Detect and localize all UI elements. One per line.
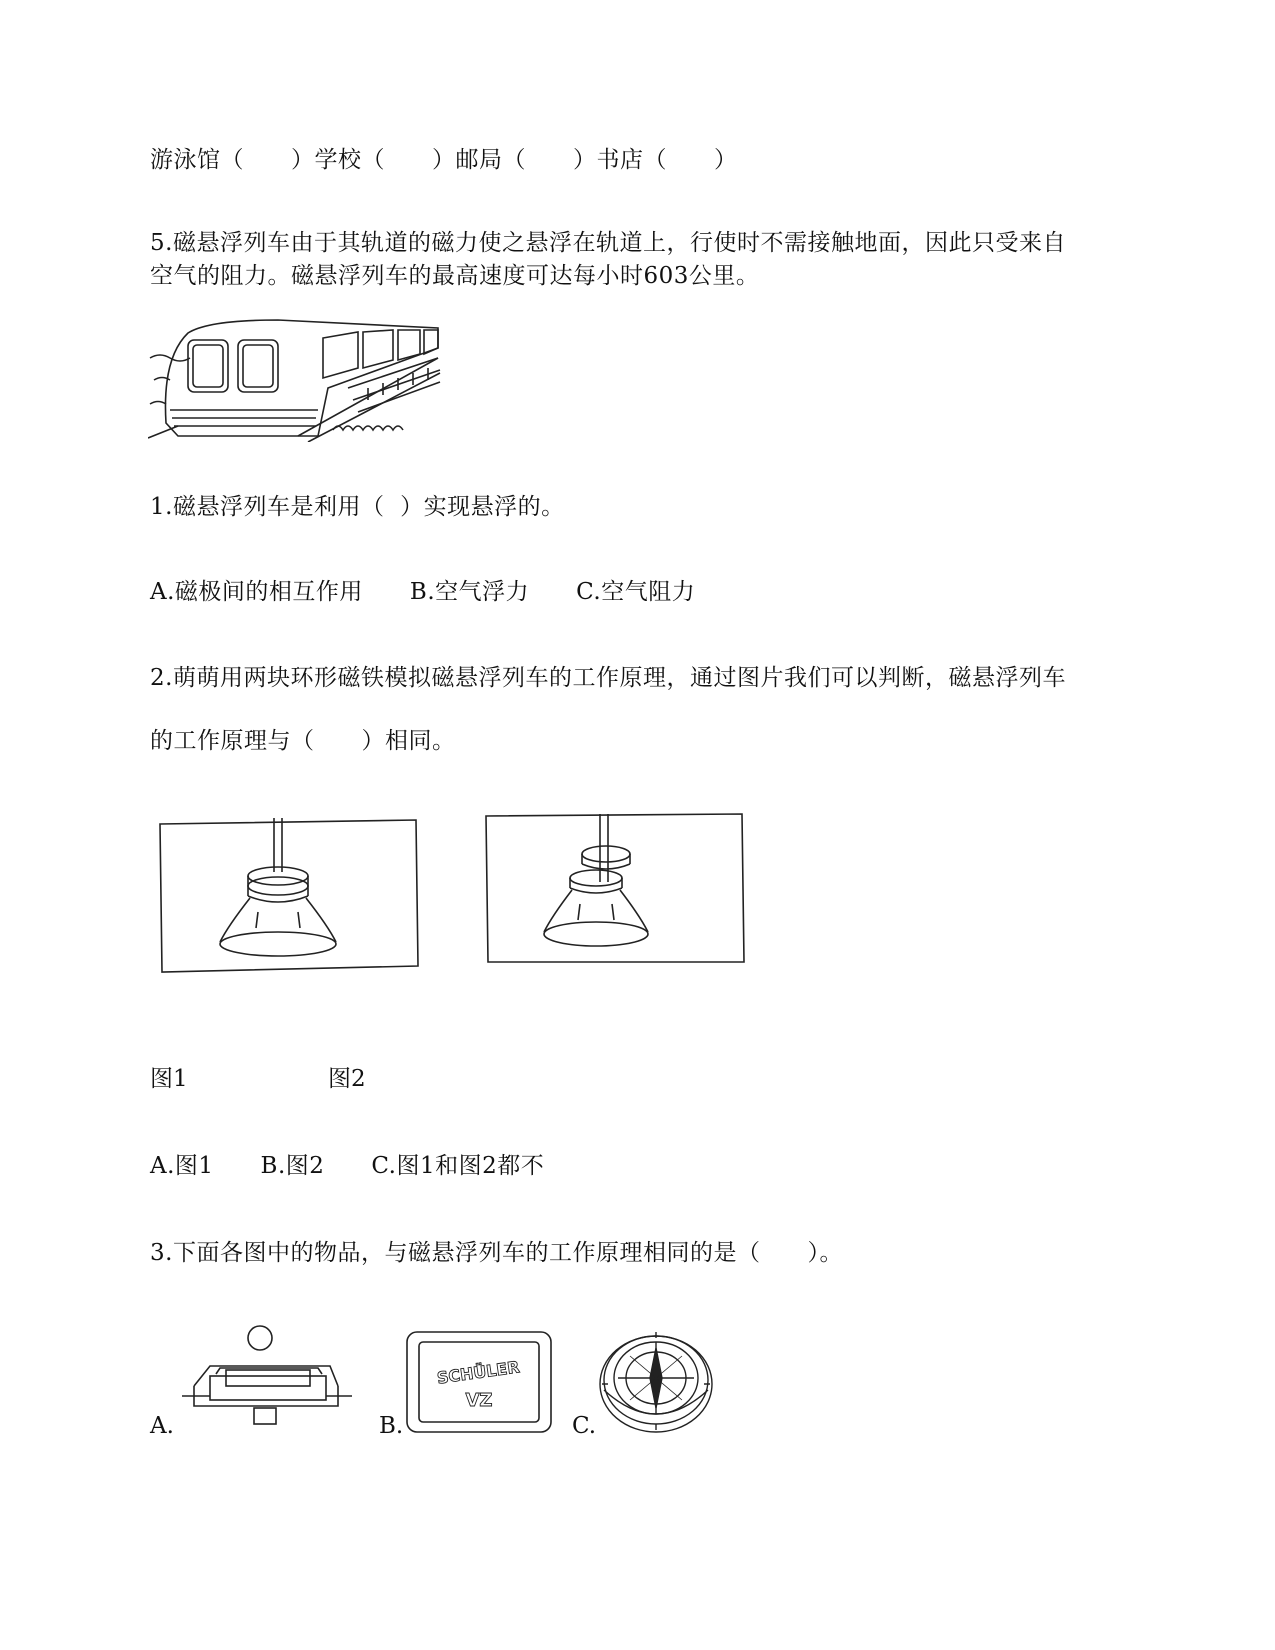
sub3-option-c-label: C. (572, 1413, 597, 1439)
sub3-option-b-label: B. (379, 1413, 404, 1439)
maglev-train-image (148, 318, 448, 442)
sub2-options: A.图1 B.图2 C.图1和图2都不 (150, 1153, 545, 1179)
q5-intro-line1: 5.磁悬浮列车由于其轨道的磁力使之悬浮在轨道上，行使时不需接触地面，因此只受来自 (150, 230, 1066, 256)
option-a-levitation-device-image (180, 1324, 354, 1430)
sub2-question-line2: 的工作原理与（ ）相同。 (150, 728, 456, 754)
option-c-compass-image (598, 1328, 716, 1436)
sub2-question-line1: 2.萌萌用两块环形磁铁模拟磁悬浮列车的工作原理，通过图片我们可以判断，磁悬浮列车 (150, 665, 1066, 691)
fill-blank-line: 游泳馆（ ）学校（ ）邮局（ ）书店（ ） (150, 147, 738, 173)
sub3-option-a-label: A. (150, 1413, 174, 1439)
option-b-tablet-image (405, 1330, 553, 1434)
tablet-text-line1: SCHÜLER (435, 1357, 521, 1388)
figure-1-image (158, 816, 420, 980)
sub1-question: 1.磁悬浮列车是利用（ ）实现悬浮的。 (150, 494, 565, 520)
figure-2-label: 图2 (328, 1066, 366, 1092)
sub3-question: 3.下面各图中的物品，与磁悬浮列车的工作原理相同的是（ ）。 (150, 1240, 843, 1266)
q5-intro-line2: 空气的阻力。磁悬浮列车的最高速度可达每小时603公里。 (150, 263, 760, 289)
figure-1-label: 图1 (150, 1066, 188, 1092)
sub1-options: A.磁极间的相互作用 B.空气浮力 C.空气阻力 (150, 579, 696, 605)
tablet-text-line2: VZ (465, 1390, 493, 1411)
figure-2-image (484, 812, 746, 974)
